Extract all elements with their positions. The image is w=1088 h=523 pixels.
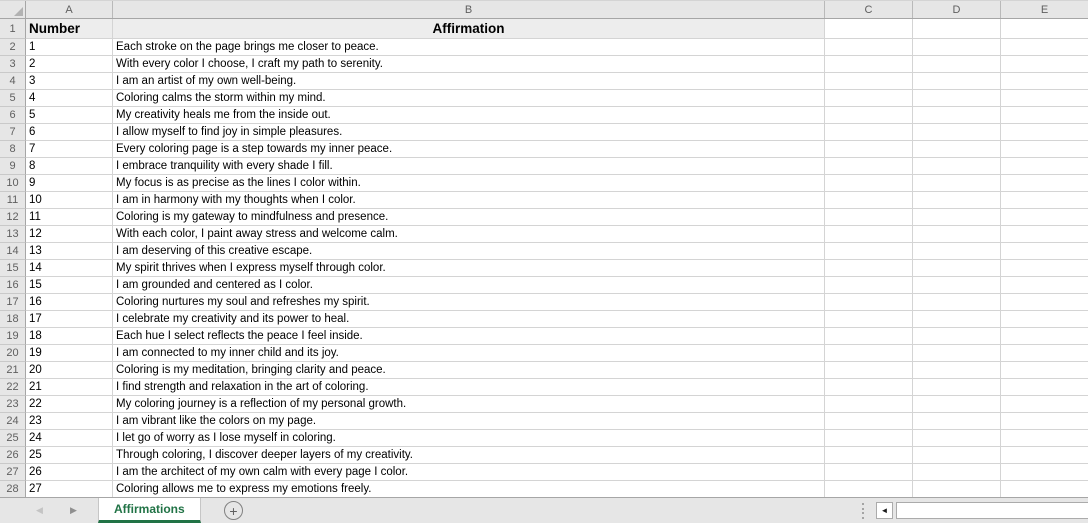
spreadsheet-row-9 — [0, 158, 1088, 175]
spreadsheet-row-14 — [0, 243, 1088, 260]
cell-d19[interactable] — [913, 328, 1001, 345]
cell-d20[interactable] — [913, 345, 1001, 362]
cell-c9[interactable] — [825, 158, 913, 175]
scroll-left-button[interactable] — [876, 502, 893, 519]
spreadsheet-row-12 — [0, 209, 1088, 226]
cell-a11[interactable]: 10 — [26, 192, 113, 209]
cell-d23[interactable] — [913, 396, 1001, 413]
plus-icon: + — [229, 502, 238, 519]
cell-b17[interactable]: Coloring nurtures my soul and refreshes my spirit. — [113, 294, 825, 311]
cell-a20[interactable]: 19 — [26, 345, 113, 362]
spreadsheet-row-28 — [0, 481, 1088, 498]
cell-b11[interactable]: I am in harmony with my thoughts when I color. — [113, 192, 825, 209]
cell-b25[interactable]: I let go of worry as I lose myself in coloring. — [113, 430, 825, 447]
cell-b15[interactable]: My spirit thrives when I express myself through color. — [113, 260, 825, 277]
spreadsheet-row-26 — [0, 447, 1088, 464]
select-all-icon — [14, 7, 23, 16]
cell-c2[interactable] — [825, 39, 913, 56]
row-header-4[interactable]: 4 — [0, 73, 26, 90]
cell-e27[interactable] — [1001, 464, 1088, 481]
spreadsheet-row-3 — [0, 56, 1088, 73]
cell-a22[interactable]: 21 — [26, 379, 113, 396]
spreadsheet-row-21 — [0, 362, 1088, 379]
cell-c19[interactable] — [825, 328, 913, 345]
column-header-d[interactable]: D — [913, 1, 1001, 18]
column-header-row — [0, 1, 1088, 19]
cell-b4[interactable]: I am an artist of my own well-being. — [113, 73, 825, 90]
cell-b13[interactable]: With each color, I paint away stress and welcome calm. — [113, 226, 825, 243]
cell-e28[interactable] — [1001, 481, 1088, 498]
cell-d11[interactable] — [913, 192, 1001, 209]
cell-b7[interactable]: I allow myself to find joy in simple pleasures. — [113, 124, 825, 141]
spreadsheet-row-2 — [0, 39, 1088, 56]
cell-c11[interactable] — [825, 192, 913, 209]
cell-a25[interactable]: 24 — [26, 430, 113, 447]
row-header-23[interactable]: 23 — [0, 396, 26, 413]
row-header-15[interactable]: 15 — [0, 260, 26, 277]
cell-d28[interactable] — [913, 481, 1001, 498]
row-header-6[interactable]: 6 — [0, 107, 26, 124]
row-header-13[interactable]: 13 — [0, 226, 26, 243]
cell-d17[interactable] — [913, 294, 1001, 311]
cell-d6[interactable] — [913, 107, 1001, 124]
cell-a1[interactable]: Number — [26, 19, 113, 39]
cell-c15[interactable] — [825, 260, 913, 277]
cell-b27[interactable]: I am the architect of my own calm with every page I color. — [113, 464, 825, 481]
cell-c10[interactable] — [825, 175, 913, 192]
cell-a2[interactable]: 1 — [26, 39, 113, 56]
cell-c8[interactable] — [825, 141, 913, 158]
cell-d15[interactable] — [913, 260, 1001, 277]
cell-a12[interactable]: 11 — [26, 209, 113, 226]
row-header-3[interactable]: 3 — [0, 56, 26, 73]
row-header-14[interactable]: 14 — [0, 243, 26, 260]
cell-d21[interactable] — [913, 362, 1001, 379]
cell-a13[interactable]: 12 — [26, 226, 113, 243]
cell-d27[interactable] — [913, 464, 1001, 481]
row-header-22[interactable]: 22 — [0, 379, 26, 396]
cell-d4[interactable] — [913, 73, 1001, 90]
cell-a18[interactable]: 17 — [26, 311, 113, 328]
cell-c5[interactable] — [825, 90, 913, 107]
sheet-tab-label: Affirmations — [114, 502, 185, 516]
cell-e6[interactable] — [1001, 107, 1088, 124]
cell-e3[interactable] — [1001, 56, 1088, 73]
cell-e1[interactable] — [1001, 19, 1088, 39]
cell-b6[interactable]: My creativity heals me from the inside out. — [113, 107, 825, 124]
row-header-12[interactable]: 12 — [0, 209, 26, 226]
sheet-tab-affirmations[interactable] — [98, 498, 201, 523]
cell-d14[interactable] — [913, 243, 1001, 260]
spreadsheet-row-11 — [0, 192, 1088, 209]
next-sheet-icon[interactable]: ▶ — [70, 505, 77, 515]
cell-b14[interactable]: I am deserving of this creative escape. — [113, 243, 825, 260]
spreadsheet-row-24 — [0, 413, 1088, 430]
column-header-e[interactable]: E — [1001, 1, 1088, 18]
row-header-7[interactable]: 7 — [0, 124, 26, 141]
cell-e25[interactable] — [1001, 430, 1088, 447]
spreadsheet-row-16 — [0, 277, 1088, 294]
cell-a26[interactable]: 25 — [26, 447, 113, 464]
cell-d22[interactable] — [913, 379, 1001, 396]
cell-b26[interactable]: Through coloring, I discover deeper layers of my creativity. — [113, 447, 825, 464]
cell-e2[interactable] — [1001, 39, 1088, 56]
cell-d8[interactable] — [913, 141, 1001, 158]
previous-sheet-icon[interactable]: ◀ — [36, 505, 43, 515]
row-header-27[interactable]: 27 — [0, 464, 26, 481]
cell-c14[interactable] — [825, 243, 913, 260]
row-header-25[interactable]: 25 — [0, 430, 26, 447]
sheet-tab-bar — [0, 497, 1088, 523]
cell-d9[interactable] — [913, 158, 1001, 175]
cell-e17[interactable] — [1001, 294, 1088, 311]
cell-c21[interactable] — [825, 362, 913, 379]
cell-d26[interactable] — [913, 447, 1001, 464]
cell-b20[interactable]: I am connected to my inner child and its joy. — [113, 345, 825, 362]
cell-b10[interactable]: My focus is as precise as the lines I color within. — [113, 175, 825, 192]
cell-c17[interactable] — [825, 294, 913, 311]
horizontal-scrollbar-thumb[interactable] — [896, 502, 1088, 519]
row-header-8[interactable]: 8 — [0, 141, 26, 158]
spreadsheet-row-13 — [0, 226, 1088, 243]
cell-a24[interactable]: 23 — [26, 413, 113, 430]
cell-e13[interactable] — [1001, 226, 1088, 243]
new-sheet-button[interactable] — [224, 501, 243, 520]
cell-c25[interactable] — [825, 430, 913, 447]
spreadsheet-row-8 — [0, 141, 1088, 158]
cell-e8[interactable] — [1001, 141, 1088, 158]
cell-d12[interactable] — [913, 209, 1001, 226]
cell-e18[interactable] — [1001, 311, 1088, 328]
cell-e10[interactable] — [1001, 175, 1088, 192]
cell-c26[interactable] — [825, 447, 913, 464]
cell-a21[interactable]: 20 — [26, 362, 113, 379]
cell-b8[interactable]: Every coloring page is a step towards my inner peace. — [113, 141, 825, 158]
cell-c4[interactable] — [825, 73, 913, 90]
cell-a7[interactable]: 6 — [26, 124, 113, 141]
column-header-a[interactable]: A — [26, 1, 113, 18]
spreadsheet-row-27 — [0, 464, 1088, 481]
cell-b5[interactable]: Coloring calms the storm within my mind. — [113, 90, 825, 107]
cell-a23[interactable]: 22 — [26, 396, 113, 413]
cell-a28[interactable]: 27 — [26, 481, 113, 498]
cell-b12[interactable]: Coloring is my gateway to mindfulness and presence. — [113, 209, 825, 226]
cell-e26[interactable] — [1001, 447, 1088, 464]
row-header-2[interactable]: 2 — [0, 39, 26, 56]
cell-d10[interactable] — [913, 175, 1001, 192]
spreadsheet-row-10 — [0, 175, 1088, 192]
cell-d3[interactable] — [913, 56, 1001, 73]
cell-a14[interactable]: 13 — [26, 243, 113, 260]
cell-c3[interactable] — [825, 56, 913, 73]
cell-a4[interactable]: 3 — [26, 73, 113, 90]
row-header-24[interactable]: 24 — [0, 413, 26, 430]
row-header-5[interactable]: 5 — [0, 90, 26, 107]
cell-b23[interactable]: My coloring journey is a reflection of my personal growth. — [113, 396, 825, 413]
tab-splitter-handle[interactable] — [861, 503, 864, 519]
cell-c6[interactable] — [825, 107, 913, 124]
cell-a5[interactable]: 4 — [26, 90, 113, 107]
scroll-left-icon: ◄ — [880, 506, 889, 515]
cell-e23[interactable] — [1001, 396, 1088, 413]
cell-b22[interactable]: I find strength and relaxation in the art of coloring. — [113, 379, 825, 396]
cell-e4[interactable] — [1001, 73, 1088, 90]
cell-c20[interactable] — [825, 345, 913, 362]
cell-e9[interactable] — [1001, 158, 1088, 175]
cell-a3[interactable]: 2 — [26, 56, 113, 73]
cell-c28[interactable] — [825, 481, 913, 498]
cell-b9[interactable]: I embrace tranquility with every shade I fill. — [113, 158, 825, 175]
cell-d5[interactable] — [913, 90, 1001, 107]
row-header-9[interactable]: 9 — [0, 158, 26, 175]
spreadsheet-row-23 — [0, 396, 1088, 413]
cell-c27[interactable] — [825, 464, 913, 481]
spreadsheet-row-19 — [0, 328, 1088, 345]
cell-b19[interactable]: Each hue I select reflects the peace I feel inside. — [113, 328, 825, 345]
cell-c12[interactable] — [825, 209, 913, 226]
cell-e22[interactable] — [1001, 379, 1088, 396]
cell-d13[interactable] — [913, 226, 1001, 243]
cell-b2[interactable]: Each stroke on the page brings me closer to peace. — [113, 39, 825, 56]
spreadsheet-row-25 — [0, 430, 1088, 447]
cell-a10[interactable]: 9 — [26, 175, 113, 192]
cell-b18[interactable]: I celebrate my creativity and its power to heal. — [113, 311, 825, 328]
cell-a6[interactable]: 5 — [26, 107, 113, 124]
cell-e7[interactable] — [1001, 124, 1088, 141]
row-header-28[interactable]: 28 — [0, 481, 26, 498]
cell-b28[interactable]: Coloring allows me to express my emotions freely. — [113, 481, 825, 498]
row-header-1[interactable]: 1 — [0, 19, 26, 39]
row-header-18[interactable]: 18 — [0, 311, 26, 328]
row-header-26[interactable]: 26 — [0, 447, 26, 464]
cell-c24[interactable] — [825, 413, 913, 430]
row-header-20[interactable]: 20 — [0, 345, 26, 362]
row-header-19[interactable]: 19 — [0, 328, 26, 345]
cell-e24[interactable] — [1001, 413, 1088, 430]
cell-c22[interactable] — [825, 379, 913, 396]
cell-d2[interactable] — [913, 39, 1001, 56]
spreadsheet-row-7 — [0, 124, 1088, 141]
cell-grid — [0, 19, 1088, 498]
cell-b16[interactable]: I am grounded and centered as I color. — [113, 277, 825, 294]
cell-a8[interactable]: 7 — [26, 141, 113, 158]
cell-e16[interactable] — [1001, 277, 1088, 294]
spreadsheet-row-1 — [0, 19, 1088, 39]
cell-e14[interactable] — [1001, 243, 1088, 260]
cell-a17[interactable]: 16 — [26, 294, 113, 311]
column-header-c[interactable]: C — [825, 1, 913, 18]
row-header-16[interactable]: 16 — [0, 277, 26, 294]
cell-c18[interactable] — [825, 311, 913, 328]
spreadsheet-row-17 — [0, 294, 1088, 311]
cell-c23[interactable] — [825, 396, 913, 413]
cell-c7[interactable] — [825, 124, 913, 141]
cell-e21[interactable] — [1001, 362, 1088, 379]
cell-d7[interactable] — [913, 124, 1001, 141]
cell-d1[interactable] — [913, 19, 1001, 39]
spreadsheet-row-4 — [0, 73, 1088, 90]
cell-b3[interactable]: With every color I choose, I craft my path to serenity. — [113, 56, 825, 73]
spreadsheet-row-6 — [0, 107, 1088, 124]
cell-e11[interactable] — [1001, 192, 1088, 209]
cell-b24[interactable]: I am vibrant like the colors on my page. — [113, 413, 825, 430]
cell-b21[interactable]: Coloring is my meditation, bringing clarity and peace. — [113, 362, 825, 379]
cell-d24[interactable] — [913, 413, 1001, 430]
cell-b1[interactable]: Affirmation — [113, 19, 825, 39]
row-header-21[interactable]: 21 — [0, 362, 26, 379]
cell-a16[interactable]: 15 — [26, 277, 113, 294]
cell-c1[interactable] — [825, 19, 913, 39]
spreadsheet-row-5 — [0, 90, 1088, 107]
cell-d16[interactable] — [913, 277, 1001, 294]
spreadsheet-row-15 — [0, 260, 1088, 277]
cell-a27[interactable]: 26 — [26, 464, 113, 481]
cell-d18[interactable] — [913, 311, 1001, 328]
row-header-17[interactable]: 17 — [0, 294, 26, 311]
row-header-11[interactable]: 11 — [0, 192, 26, 209]
cell-c16[interactable] — [825, 277, 913, 294]
column-header-b[interactable]: B — [113, 1, 825, 18]
cell-c13[interactable] — [825, 226, 913, 243]
cell-e19[interactable] — [1001, 328, 1088, 345]
cell-d25[interactable] — [913, 430, 1001, 447]
cell-a15[interactable]: 14 — [26, 260, 113, 277]
cell-e15[interactable] — [1001, 260, 1088, 277]
select-all-corner[interactable] — [0, 1, 26, 18]
spreadsheet-row-18 — [0, 311, 1088, 328]
cell-e5[interactable] — [1001, 90, 1088, 107]
spreadsheet-row-20 — [0, 345, 1088, 362]
cell-a9[interactable]: 8 — [26, 158, 113, 175]
spreadsheet-row-22 — [0, 379, 1088, 396]
row-header-10[interactable]: 10 — [0, 175, 26, 192]
cell-a19[interactable]: 18 — [26, 328, 113, 345]
cell-e20[interactable] — [1001, 345, 1088, 362]
cell-e12[interactable] — [1001, 209, 1088, 226]
